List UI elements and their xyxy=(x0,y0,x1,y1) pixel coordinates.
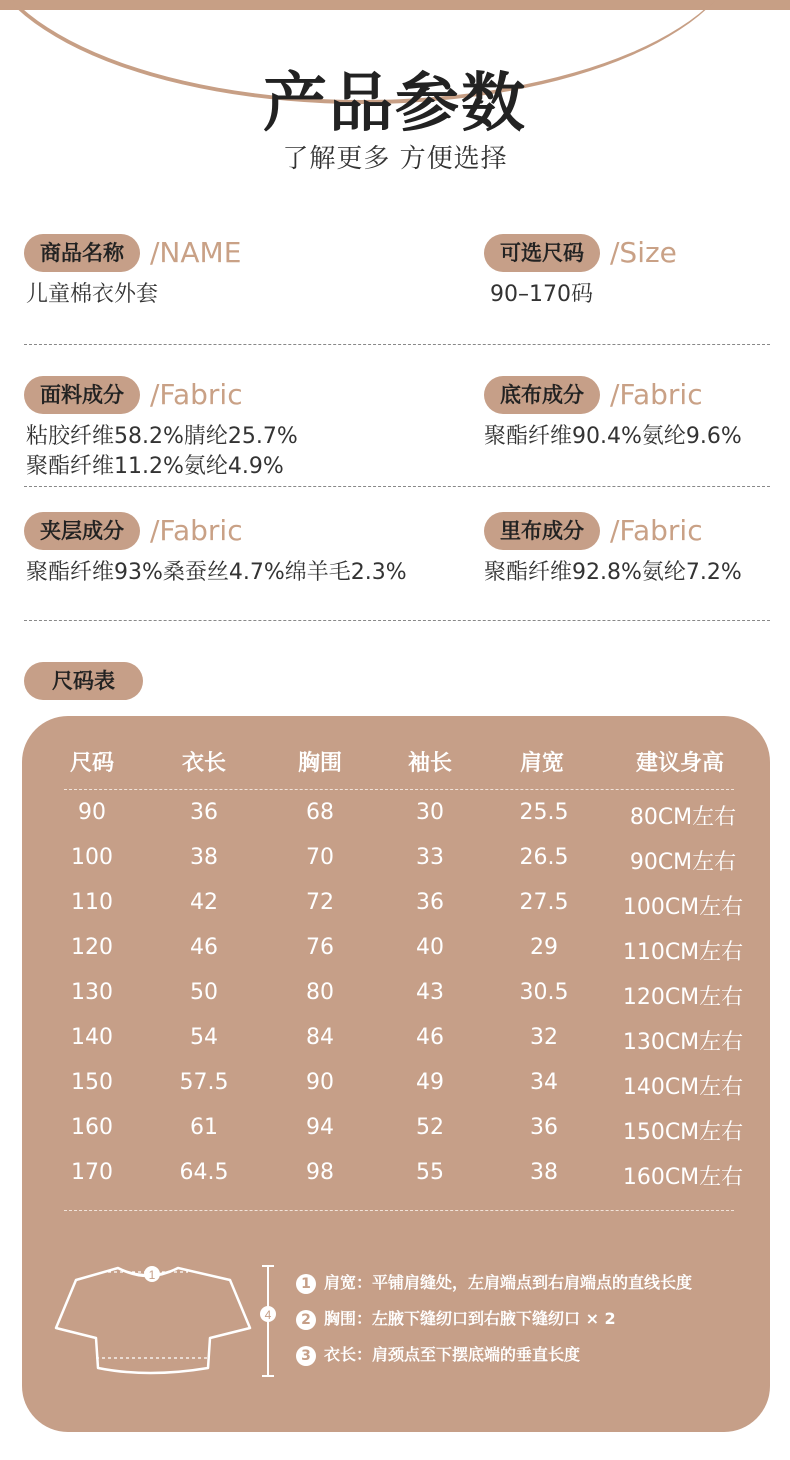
cell-shoulder: 30.5 xyxy=(519,980,569,1005)
cell-shoulder: 38 xyxy=(530,1160,558,1185)
cell-chest: 98 xyxy=(306,1160,334,1185)
cell-shoulder: 25.5 xyxy=(519,800,569,825)
cell-sleeve: 30 xyxy=(416,800,444,825)
divider xyxy=(24,344,770,345)
cell-shoulder: 36 xyxy=(530,1115,558,1140)
note-length: 3 衣长：肩颈点至下摆底端的垂直长度 xyxy=(296,1342,580,1366)
cell-height: 150CM左右 xyxy=(622,1120,744,1145)
cell-length: 46 xyxy=(190,935,218,960)
size-label: 可选尺码 xyxy=(484,234,600,272)
header-sleeve: 袖长 xyxy=(407,751,452,776)
cell-shoulder: 32 xyxy=(530,1025,558,1050)
divider xyxy=(24,620,770,621)
name-en: /NAME xyxy=(150,236,242,269)
padding-label: 夹层成分 xyxy=(24,512,140,550)
cell-chest: 72 xyxy=(306,890,334,915)
size-table-label: 尺码表 xyxy=(24,662,143,700)
cell-sleeve: 33 xyxy=(416,845,444,870)
cell-height: 140CM左右 xyxy=(622,1075,744,1100)
cell-length: 61 xyxy=(190,1115,218,1140)
cell-sleeve: 49 xyxy=(416,1070,444,1095)
size-value: 90–170码 xyxy=(490,282,593,307)
cell-length: 54 xyxy=(190,1025,218,1050)
cell-height: 130CM左右 xyxy=(622,1030,744,1055)
padding-en: /Fabric xyxy=(150,514,243,547)
fabric-label: 面料成分 xyxy=(24,376,140,414)
fabric-value-1: 粘胶纤维58.2%腈纶25.7% xyxy=(26,424,298,449)
cell-chest: 94 xyxy=(306,1115,334,1140)
cell-chest: 76 xyxy=(306,935,334,960)
cell-sleeve: 40 xyxy=(416,935,444,960)
cell-shoulder: 34 xyxy=(530,1070,558,1095)
header-size: 尺码 xyxy=(69,751,114,776)
garment-diagram xyxy=(48,1258,288,1384)
marker-1: 1 xyxy=(148,1268,156,1282)
cell-sleeve: 55 xyxy=(416,1160,444,1185)
header-length: 衣长 xyxy=(181,751,226,776)
cell-size: 160 xyxy=(71,1115,113,1140)
base-label: 底布成分 xyxy=(484,376,600,414)
cell-size: 120 xyxy=(71,935,113,960)
cell-sleeve: 52 xyxy=(416,1115,444,1140)
cell-chest: 90 xyxy=(306,1070,334,1095)
lining-label: 里布成分 xyxy=(484,512,600,550)
cell-size: 100 xyxy=(71,845,113,870)
name-label: 商品名称 xyxy=(24,234,140,272)
cell-height: 110CM左右 xyxy=(622,940,744,965)
cell-size: 110 xyxy=(71,890,113,915)
note-shoulder: 1 肩宽：平铺肩缝处，左肩端点到右肩端点的直线长度 xyxy=(296,1270,692,1294)
padding-value: 聚酯纤维93%桑蚕丝4.7%绵羊毛2.3% xyxy=(26,560,407,585)
cell-length: 38 xyxy=(190,845,218,870)
cell-length: 57.5 xyxy=(179,1070,229,1095)
base-en: /Fabric xyxy=(610,378,703,411)
cell-size: 90 xyxy=(78,800,106,825)
cell-shoulder: 27.5 xyxy=(519,890,569,915)
note-chest: 2 胸围：左腋下缝纫口到右腋下缝纫口 × 2 xyxy=(296,1306,616,1330)
cell-length: 42 xyxy=(190,890,218,915)
cell-chest: 80 xyxy=(306,980,334,1005)
page-subtitle: 了解更多 方便选择 xyxy=(282,144,508,174)
base-value: 聚酯纤维90.4%氨纶9.6% xyxy=(484,424,742,449)
cell-chest: 84 xyxy=(306,1025,334,1050)
cell-size: 170 xyxy=(71,1160,113,1185)
fabric-value-2: 聚酯纤维11.2%氨纶4.9% xyxy=(26,454,284,479)
lining-value: 聚酯纤维92.8%氨纶7.2% xyxy=(484,560,742,585)
cell-length: 50 xyxy=(190,980,218,1005)
cell-sleeve: 36 xyxy=(416,890,444,915)
header-shoulder: 肩宽 xyxy=(519,751,564,776)
header-chest: 胸围 xyxy=(297,751,342,776)
cell-height: 100CM左右 xyxy=(622,895,744,920)
divider xyxy=(24,486,770,487)
name-value: 儿童棉衣外套 xyxy=(26,282,159,307)
size-en: /Size xyxy=(610,236,677,269)
cell-chest: 68 xyxy=(306,800,334,825)
fabric-en: /Fabric xyxy=(150,378,243,411)
cell-length: 36 xyxy=(190,800,218,825)
cell-size: 150 xyxy=(71,1070,113,1095)
header-height: 建议身高 xyxy=(635,751,724,776)
cell-length: 64.5 xyxy=(179,1160,229,1185)
cell-size: 130 xyxy=(71,980,113,1005)
page-title: 产品参数 xyxy=(263,67,527,141)
table-footer-divider xyxy=(64,1210,734,1211)
cell-height: 160CM左右 xyxy=(622,1165,744,1190)
cell-height: 120CM左右 xyxy=(622,985,744,1010)
cell-shoulder: 26.5 xyxy=(519,845,569,870)
marker-4: 4 xyxy=(264,1308,272,1322)
table-header-divider xyxy=(64,789,734,790)
cell-size: 140 xyxy=(71,1025,113,1050)
cell-chest: 70 xyxy=(306,845,334,870)
cell-sleeve: 43 xyxy=(416,980,444,1005)
cell-shoulder: 29 xyxy=(530,935,558,960)
cell-height: 90CM左右 xyxy=(629,850,737,875)
cell-sleeve: 46 xyxy=(416,1025,444,1050)
lining-en: /Fabric xyxy=(610,514,703,547)
cell-height: 80CM左右 xyxy=(629,805,737,830)
